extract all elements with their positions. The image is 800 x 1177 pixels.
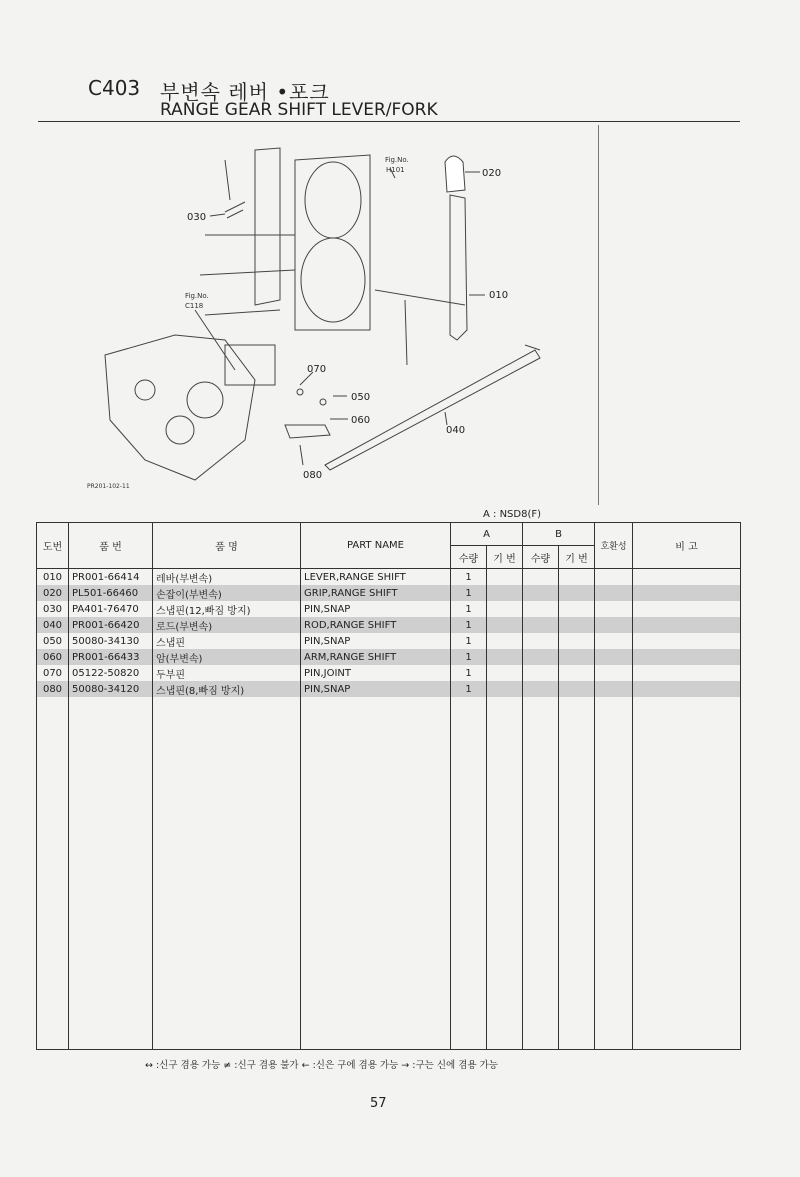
row-compat: [595, 649, 633, 665]
callout-040: 040: [446, 425, 466, 436]
row-remarks: [633, 601, 741, 617]
section-title-korean: 부변속 레버 •포크: [160, 80, 330, 104]
row-part-name: PIN,SNAP: [301, 681, 451, 697]
row-basic-a: [487, 633, 523, 649]
row-qty-b: [523, 633, 559, 649]
row-basic-a: [487, 569, 523, 586]
header-no: 도번: [37, 523, 69, 569]
compatibility-legend: ↔ :신구 겸용 가능 ≠ :신구 겸용 불가 ← :신은 구에 겸용 가능 → :구는 신에 겸용 가능: [145, 1060, 498, 1071]
header-rule: [38, 121, 740, 122]
row-compat: [595, 569, 633, 586]
table-row: [37, 569, 741, 586]
row-compat: [595, 585, 633, 601]
row-part-no: PR001-66433: [69, 649, 153, 665]
row-qty-a: 1: [451, 649, 487, 665]
row-qty-a: 1: [451, 585, 487, 601]
row-basic-a: [487, 665, 523, 681]
row-part-no: 50080-34130: [69, 633, 153, 649]
empty-cell: [595, 697, 633, 1050]
empty-cell: [559, 697, 595, 1050]
row-remarks: [633, 585, 741, 601]
row-basic-a: [487, 585, 523, 601]
header-group-a: A: [451, 523, 523, 546]
row-part-name: ARM,RANGE SHIFT: [301, 649, 451, 665]
table-row: [37, 601, 741, 617]
header-part-name: PART NAME: [301, 523, 451, 569]
row-remarks: [633, 665, 741, 681]
grip-range-shift-shape: [445, 156, 465, 192]
row-no: 070: [37, 665, 69, 681]
row-no: 050: [37, 633, 69, 649]
fig-ref-c118-value: C118: [185, 302, 204, 310]
row-basic-a: [487, 681, 523, 697]
lever-range-shift-shape: [450, 195, 467, 340]
row-no: 020: [37, 585, 69, 601]
model-note: A : NSD8(F): [483, 509, 542, 520]
header-name-kr: 품 명: [153, 523, 301, 569]
row-basic-b: [559, 665, 595, 681]
leader-040: [445, 412, 447, 425]
row-part-name: PIN,JOINT: [301, 665, 451, 681]
column-divider: [598, 125, 599, 505]
row-qty-a: 1: [451, 633, 487, 649]
row-qty-b: [523, 569, 559, 586]
row-no: 030: [37, 601, 69, 617]
row-name-kr: 두부핀: [153, 665, 301, 681]
leader-080: [300, 445, 303, 465]
row-remarks: [633, 633, 741, 649]
row-basic-b: [559, 681, 595, 697]
callout-060: 060: [351, 415, 371, 426]
empty-cell: [633, 697, 741, 1050]
empty-cell: [487, 697, 523, 1050]
row-name-kr: 로드(부변속): [153, 617, 301, 633]
header-a-qty: 수량: [451, 546, 487, 569]
callout-050: 050: [351, 392, 371, 403]
row-remarks: [633, 617, 741, 633]
row-basic-b: [559, 633, 595, 649]
section-code: C403: [88, 76, 141, 100]
row-qty-a: 1: [451, 617, 487, 633]
row-qty-b: [523, 617, 559, 633]
row-part-name: GRIP,RANGE SHIFT: [301, 585, 451, 601]
parts-table-body: [37, 569, 741, 1050]
leader-c118: [195, 310, 235, 370]
fig-ref-h101-value: H101: [386, 166, 405, 174]
row-basic-b: [559, 601, 595, 617]
row-compat: [595, 665, 633, 681]
table-empty-area: [37, 697, 741, 1050]
page-number: 57: [370, 1096, 387, 1111]
row-qty-a: 1: [451, 569, 487, 586]
row-qty-b: [523, 681, 559, 697]
row-basic-a: [487, 601, 523, 617]
row-basic-a: [487, 617, 523, 633]
table-row: [37, 665, 741, 681]
arm-range-shift-shape: [285, 425, 330, 438]
row-no: 010: [37, 569, 69, 586]
header-remarks: 비 고: [633, 523, 741, 569]
row-no: 040: [37, 617, 69, 633]
header-b-basic: 기 번: [559, 546, 595, 569]
row-basic-b: [559, 585, 595, 601]
table-row: [37, 585, 741, 601]
parts-table: [36, 522, 741, 1050]
callout-070: 070: [307, 364, 327, 375]
row-qty-a: 1: [451, 665, 487, 681]
row-qty-a: 1: [451, 601, 487, 617]
row-part-no: PR001-66414: [69, 569, 153, 586]
row-part-name: ROD,RANGE SHIFT: [301, 617, 451, 633]
row-part-no: PL501-66460: [69, 585, 153, 601]
lever-shaft: [375, 290, 465, 305]
row-qty-b: [523, 601, 559, 617]
fig-ref-c118-prefix: Fig.No.: [185, 292, 209, 300]
header-b-qty: 수량: [523, 546, 559, 569]
row-qty-b: [523, 649, 559, 665]
row-qty-b: [523, 585, 559, 601]
row-compat: [595, 601, 633, 617]
row-compat: [595, 617, 633, 633]
row-name-kr: 레바(부변속): [153, 569, 301, 586]
empty-cell: [451, 697, 487, 1050]
empty-cell: [69, 697, 153, 1050]
empty-cell: [523, 697, 559, 1050]
row-part-name: PIN,SNAP: [301, 633, 451, 649]
row-name-kr: 스냅핀: [153, 633, 301, 649]
row-part-name: LEVER,RANGE SHIFT: [301, 569, 451, 586]
row-part-no: 05122-50820: [69, 665, 153, 681]
row-remarks: [633, 649, 741, 665]
rod-range-shift-shape: [325, 350, 540, 470]
fig-ref-h101-prefix: Fig.No.: [385, 156, 409, 164]
header-group-b: B: [523, 523, 595, 546]
empty-cell: [301, 697, 451, 1050]
table-row: [37, 649, 741, 665]
row-qty-a: 1: [451, 681, 487, 697]
empty-cell: [153, 697, 301, 1050]
cover-plate-hole: [301, 238, 365, 322]
callout-020: 020: [482, 168, 502, 179]
row-basic-b: [559, 569, 595, 586]
empty-cell: [37, 697, 69, 1050]
row-name-kr: 스냅핀(8,빠짐 방지): [153, 681, 301, 697]
row-no: 080: [37, 681, 69, 697]
row-part-no: PR001-66420: [69, 617, 153, 633]
row-compat: [595, 633, 633, 649]
table-row: [37, 617, 741, 633]
header-part-no: 품 번: [69, 523, 153, 569]
row-remarks: [633, 681, 741, 697]
row-name-kr: 손잡이(부변속): [153, 585, 301, 601]
drawing-code: PR201-102-11: [87, 483, 130, 490]
table-row: [37, 633, 741, 649]
row-part-no: PA401-76470: [69, 601, 153, 617]
row-name-kr: 암(부변속): [153, 649, 301, 665]
exploded-parts-diagram: [85, 140, 555, 500]
section-title-english: RANGE GEAR SHIFT LEVER/FORK: [160, 100, 438, 120]
row-basic-b: [559, 617, 595, 633]
row-qty-b: [523, 665, 559, 681]
row-remarks: [633, 569, 741, 586]
callout-030: 030: [187, 212, 207, 223]
table-row: [37, 681, 741, 697]
row-part-no: 50080-34120: [69, 681, 153, 697]
housing-panel: [255, 148, 280, 305]
header-compat: 호환성: [595, 523, 633, 569]
row-basic-a: [487, 649, 523, 665]
row-no: 060: [37, 649, 69, 665]
row-part-name: PIN,SNAP: [301, 601, 451, 617]
row-compat: [595, 681, 633, 697]
row-basic-b: [559, 649, 595, 665]
callout-080: 080: [303, 470, 323, 481]
header-a-basic: 기 번: [487, 546, 523, 569]
callout-010: 010: [489, 290, 509, 301]
row-name-kr: 스냅핀(12,빠짐 방지): [153, 601, 301, 617]
leader-030: [210, 214, 225, 216]
gearbox-housing: [105, 335, 255, 480]
